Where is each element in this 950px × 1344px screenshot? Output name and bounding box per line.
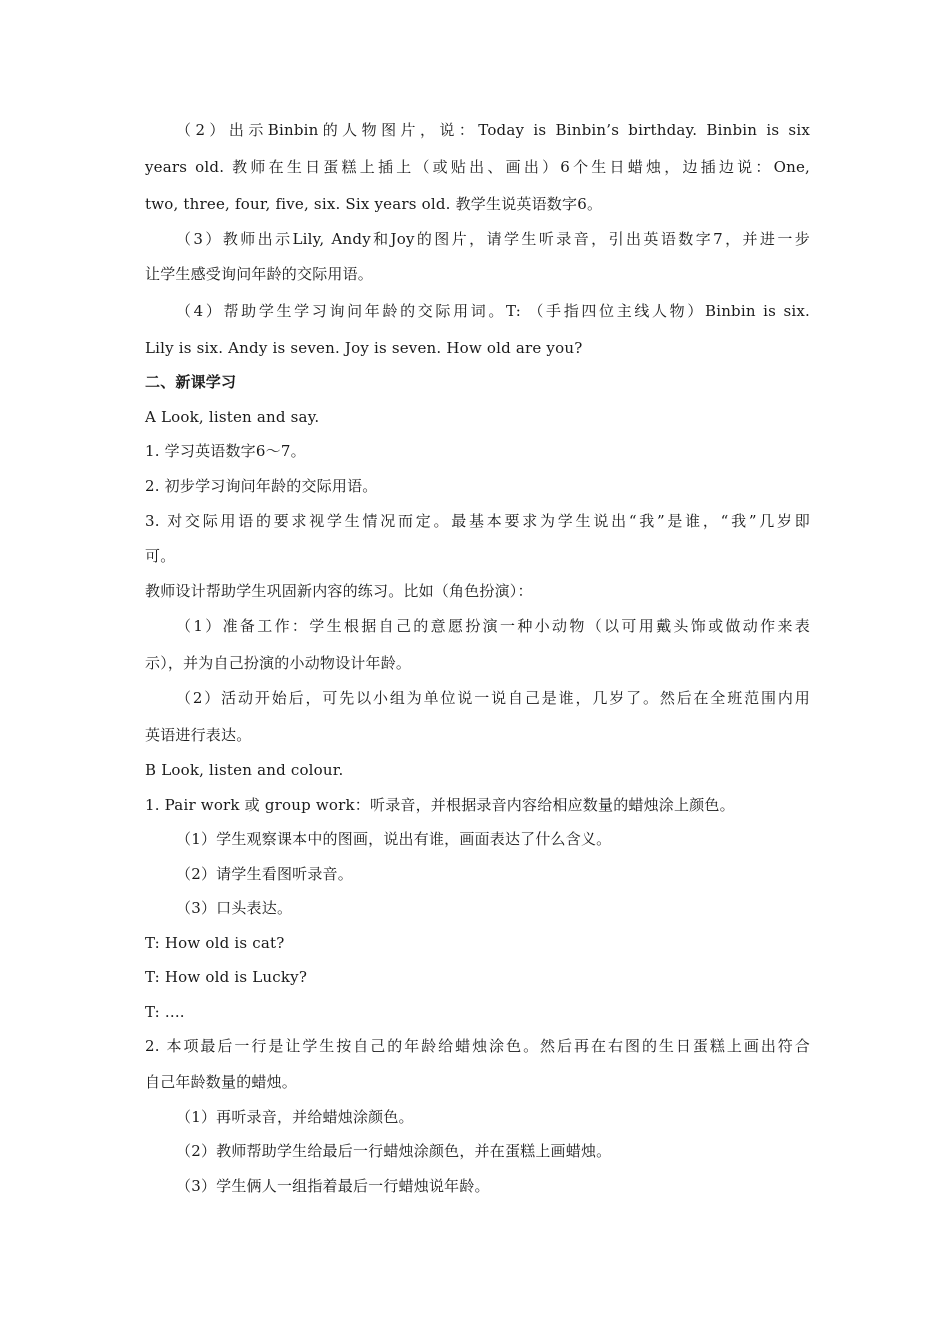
dialogue-line: T: How old is Lucky? [145,968,308,986]
list-item: 2. 初步学习询问年龄的交际用语。 [145,477,378,495]
section-heading: 二、新课学习 [145,373,237,391]
paragraph-line: （1）准备工作：学生根据自己的意愿扮演一种小动物（以可用戴头饰或做动作来表 [176,617,810,635]
paragraph-line: 让学生感受询问年龄的交际用语。 [145,265,374,283]
paragraph-line: 自己年龄数量的蜡烛。 [145,1073,298,1091]
paragraph-line: （2）出示Binbin的人物图片，说：Today is Binbin’s birthday. Binbin is six [176,121,810,139]
subsection-heading: B Look, listen and colour. [145,761,344,779]
dialogue-line: T: .... [145,1003,185,1021]
paragraph-line: years old. 教师在生日蛋糕上插上（或贴出、画出）6个生日蜡烛，边插边说：One, [145,158,810,176]
paragraph-line: two, three, four, five, six. Six years old. 教学生说英语数字6。 [145,195,603,213]
paragraph-line: 示），并为自己扮演的小动物设计年龄。 [145,654,412,672]
dialogue-line: T: How old is cat? [145,934,285,952]
subsection-heading: A Look, listen and say. [145,408,320,426]
paragraph-line: （2）活动开始后，可先以小组为单位说一说自己是谁，几岁了。然后在全班范围内用 [176,689,810,707]
list-item: （2）请学生看图听录音。 [176,865,353,883]
paragraph-line: （4）帮助学生学习询问年龄的交际用词。T: （手指四位主线人物）Binbin is six. [176,302,810,320]
paragraph-line: 英语进行表达。 [145,726,252,744]
list-item: 2. 本项最后一行是让学生按自己的年龄给蜡烛涂色。然后再在右图的生日蛋糕上画出符合 [145,1037,810,1055]
list-item: 3. 对交际用语的要求视学生情况而定。最基本要求为学生说出“我”是谁，“我”几岁即 [145,512,810,530]
list-item: （2）教师帮助学生给最后一行蜡烛涂颜色，并在蛋糕上画蜡烛。 [176,1142,612,1160]
paragraph-line: （3）教师出示Lily, Andy和Joy的图片，请学生听录音，引出英语数字7，并进一步 [176,230,810,248]
list-item: （3）口头表达。 [176,899,293,917]
list-item: 1. 学习英语数字6～7。 [145,442,306,460]
list-item: 1. Pair work 或 group work：听录音，并根据录音内容给相应数量的蜡烛涂上颜色。 [145,796,735,814]
paragraph-line: 教师设计帮助学生巩固新内容的练习。比如（角色扮演）： [145,582,533,600]
paragraph-line: 可。 [145,547,176,565]
list-item: （3）学生俩人一组指着最后一行蜡烛说年龄。 [176,1177,490,1195]
list-item: （1）再听录音，并给蜡烛涂颜色。 [176,1108,414,1126]
paragraph-line: Lily is six. Andy is seven. Joy is seven. How old are you? [145,339,583,357]
list-item: （1）学生观察课本中的图画，说出有谁，画面表达了什么含义。 [176,830,612,848]
